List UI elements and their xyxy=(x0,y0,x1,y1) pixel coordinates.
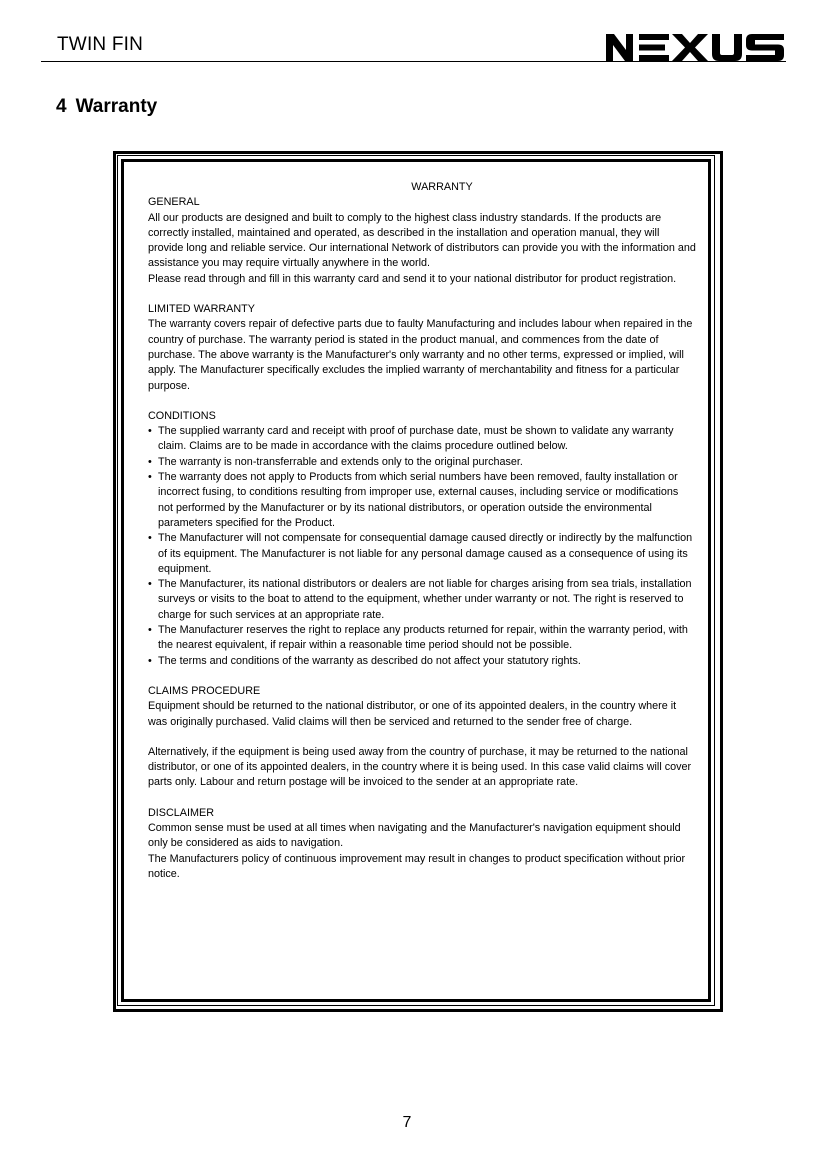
header-divider xyxy=(41,61,786,62)
general-heading: GENERAL xyxy=(148,196,200,209)
general-registration-text: Please read through and fill in this warranty card and send it to your national distributor for product registration. xyxy=(148,272,677,285)
page-number: 7 xyxy=(402,1114,412,1131)
conditions-heading: CONDITIONS xyxy=(148,409,216,422)
disclaimer-policy-text: The Manufacturers policy of continuous improvement may result in changes to product specification without prior notice. xyxy=(148,852,686,880)
logo-text: NEXUS xyxy=(604,28,608,29)
conditions-list xyxy=(148,424,696,669)
condition-item: • The warranty does not apply to Products from which serial numbers have been removed, faulty installation or incorrect fusing, to conditions resulting from improper use, external causes, including service or modifications not performed by the Manufacturer or by its national distributors, or operation outside the environmental parameters specified for the Product. xyxy=(148,470,696,531)
section-title: Warranty xyxy=(75,96,158,117)
condition-item: • The Manufacturer reserves the right to replace any products returned for repair, within the warranty period, with the nearest equivalent, if repair within a reasonable time period should not be possible. xyxy=(148,623,696,654)
condition-item: • The terms and conditions of the warranty as described do not affect your statutory rights. xyxy=(148,654,696,669)
nexus-logo xyxy=(604,28,786,64)
general-text: All our products are designed and built to comply to the highest class industry standards. If the products are correctly installed, maintained and operated, as described in the installation and operation manual, they will provide long and reliable service. Our international Network of distributors can provide you with the information and assistance you may require virtually anywhere in the world. xyxy=(148,211,696,270)
claims-procedure-heading: CLAIMS PROCEDURE xyxy=(148,684,261,697)
warranty-card-title: WARRANTY xyxy=(411,181,473,193)
limited-warranty-heading: LIMITED WARRANTY xyxy=(148,303,255,316)
condition-item: • The Manufacturer will not compensate for consequential damage caused directly or indirectly by the malfunction of its equipment. The Manufacturer is not liable for any personal damage caused as a consequence of using its equipment. xyxy=(148,531,696,577)
claims-procedure-alternative-text: Alternatively, if the equipment is being used away from the country of purchase, it may be returned to the national distributor, or one of its appointed dealers, in the country where it is being used. In this case valid claims will cover parts only. Labour and return postage will be invoiced to the sender at an appropriate rate. xyxy=(148,745,692,789)
disclaimer-text: Common sense must be used at all times when navigating and the Manufacturer's navigation equipment should only be considered as aids to navigation. xyxy=(148,821,681,850)
document-header-title: TWIN FIN xyxy=(57,34,144,55)
section-heading xyxy=(56,96,157,118)
claims-procedure-text: Equipment should be returned to the national distributor, or one of its appointed dealers, in the country where it was originally purchased. Valid claims will then be serviced and returned to the sender free of charge. xyxy=(148,700,677,728)
warranty-card xyxy=(148,180,696,882)
condition-item: • The Manufacturer, its national distributors or dealers are not liable for charges arising from sea trials, installation surveys or visits to the boat to attend to the equipment, whether under warranty or not. The right is reserved to charge for such services at an appropriate rate. xyxy=(148,577,696,623)
condition-item: • The supplied warranty card and receipt with proof of purchase date, must be shown to validate any warranty claim. Claims are to be made in accordance with the claims procedure outlined below. xyxy=(148,424,696,455)
disclaimer-heading: DISCLAIMER xyxy=(148,806,214,819)
section-number: 4 xyxy=(56,96,67,117)
limited-warranty-text: The warranty covers repair of defective parts due to faulty Manufacturing and includes labour when repaired in the country of purchase. The warranty period is stated in the product manual, and commences from the date of purchase. The above warranty is the Manufacturer's only warranty and no other terms, expressed or implied, will apply. The Manufacturer specifically excludes the implied warranty of merchantability and fitness for a particular purpose. xyxy=(148,318,693,392)
condition-item: • The warranty is non-transferrable and extends only to the original purchaser. xyxy=(148,455,696,470)
